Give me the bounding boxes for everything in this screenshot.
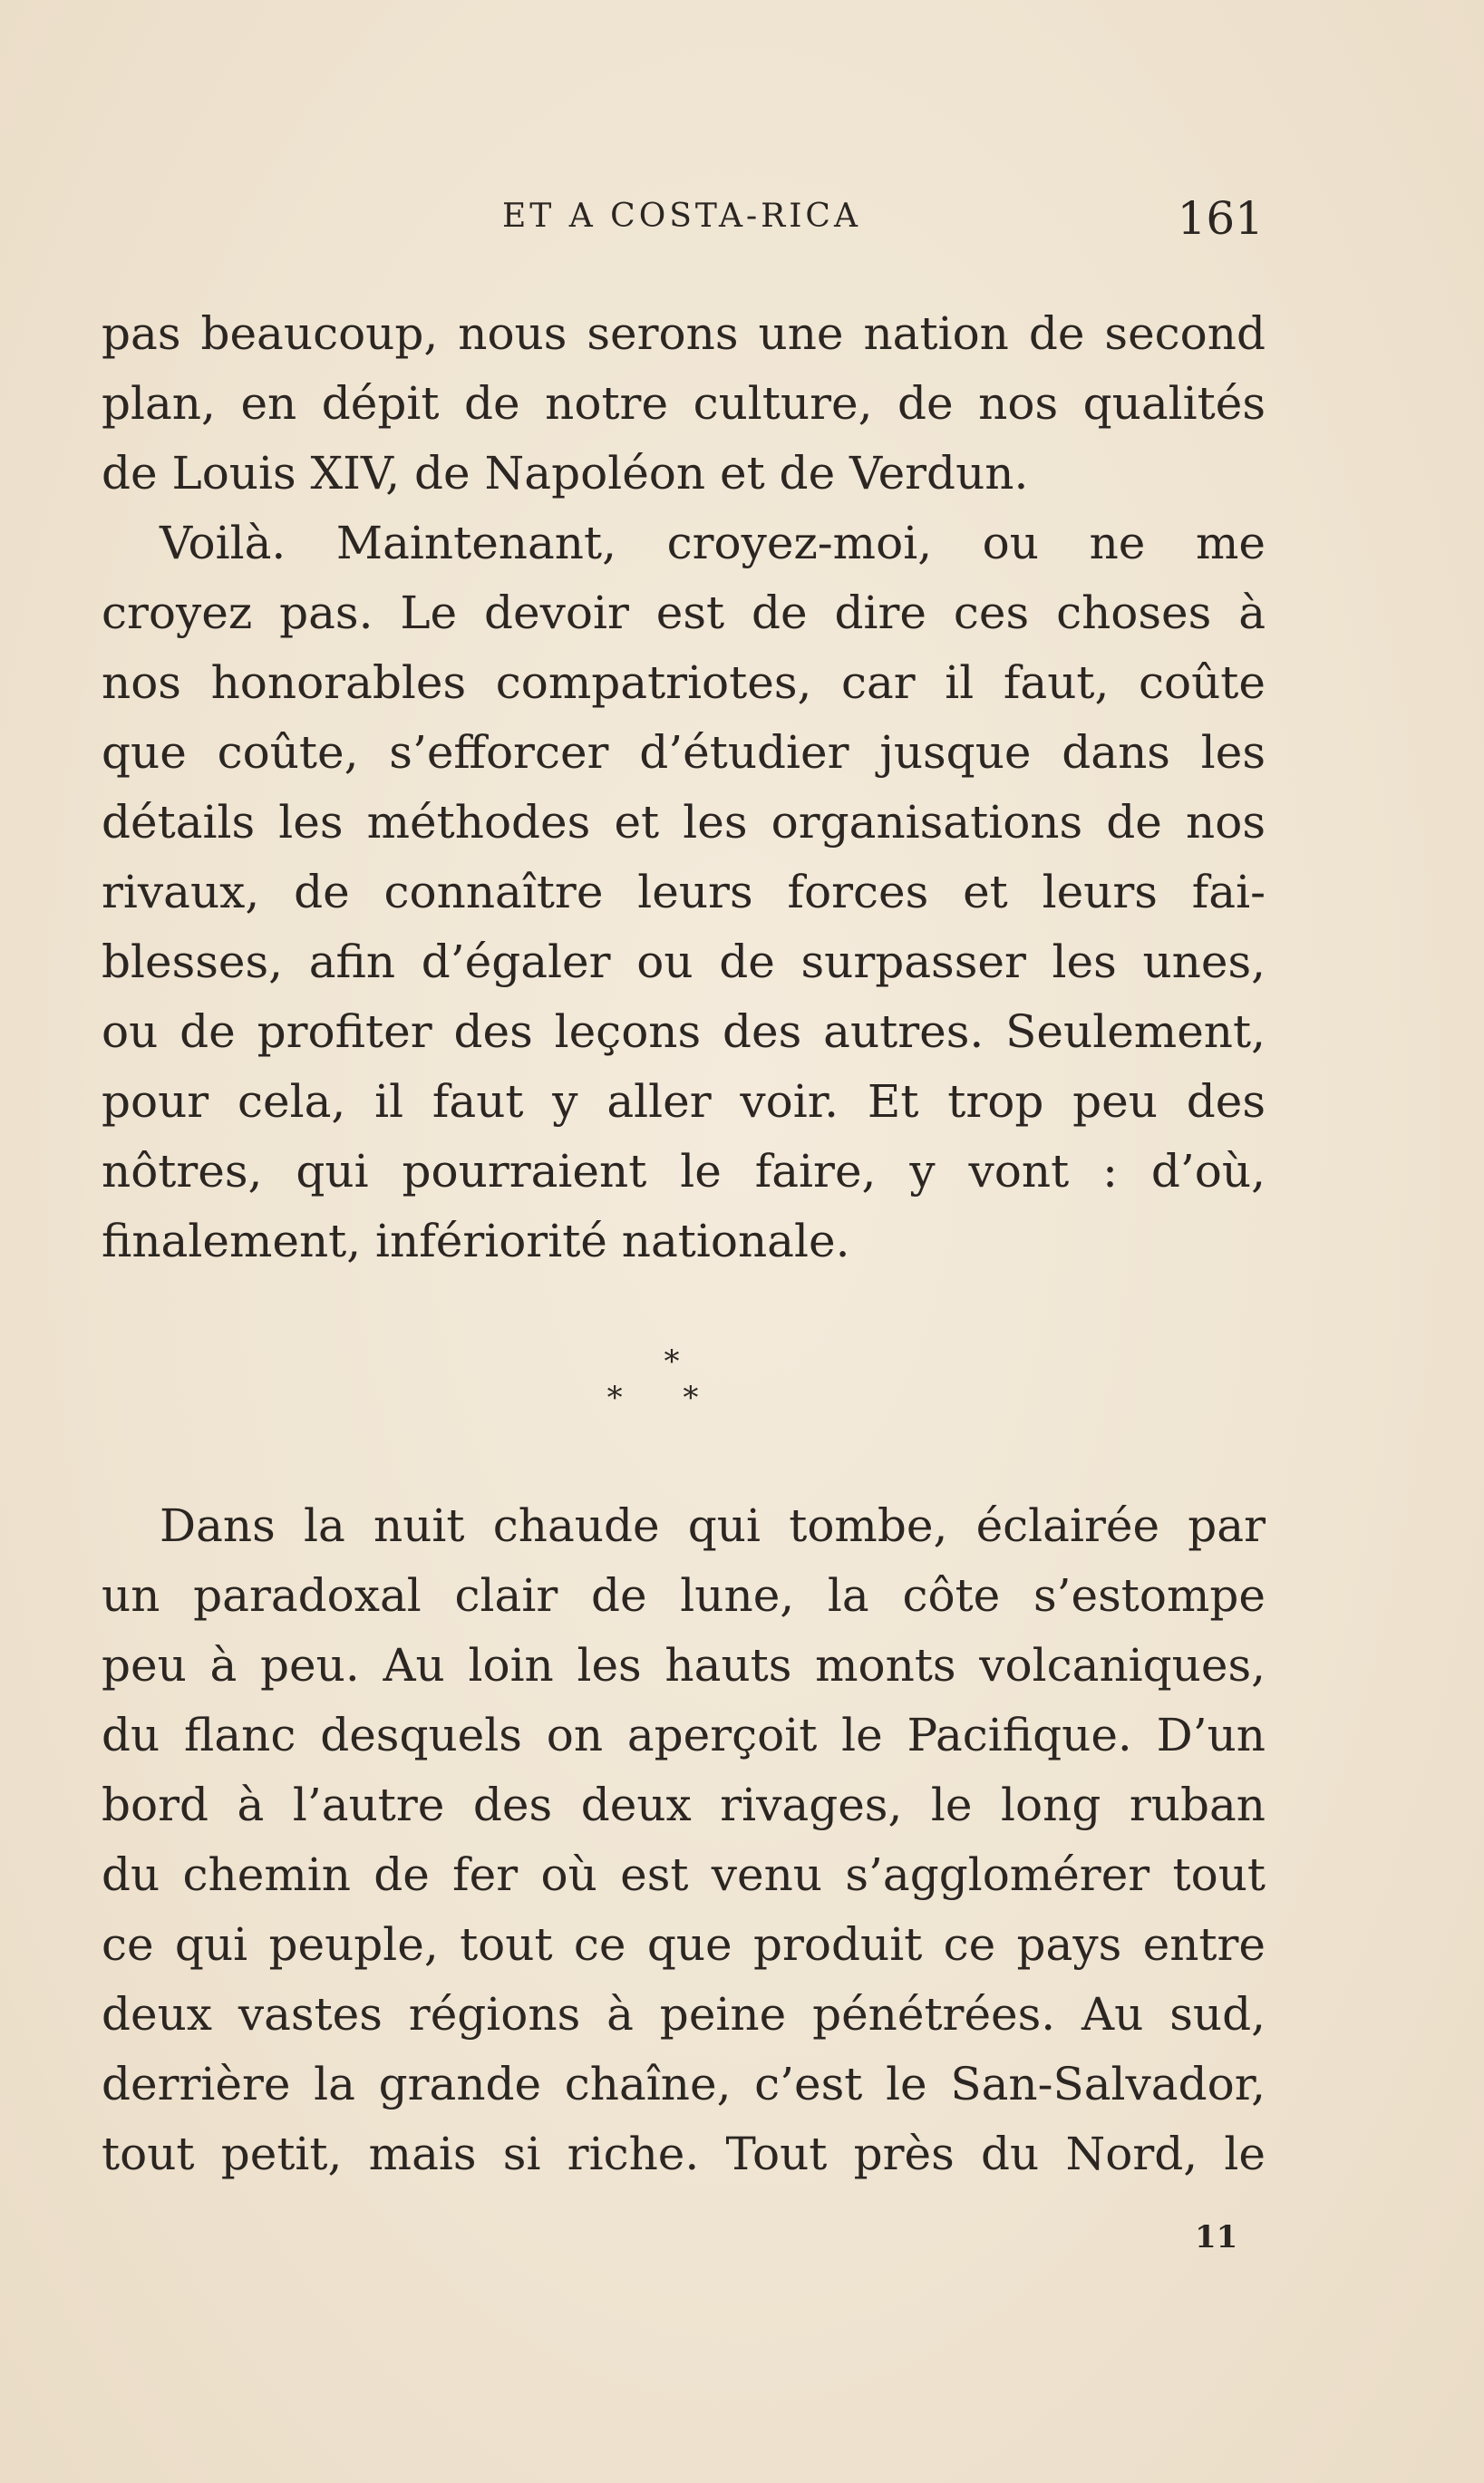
paragraph-1	[102, 299, 1266, 1276]
text-line: blesses, afin d’égaler ou de surpasser les unes,	[102, 936, 1266, 988]
text-line: nos honorables compatriotes, car il faut, coûte	[102, 656, 1266, 709]
page-number: 161	[1177, 192, 1264, 245]
asterism-top-star: *	[664, 1343, 680, 1380]
text-line: du chemin de fer où est venu s’agglomérer tout	[102, 1848, 1266, 1901]
text-line: de Louis XIV, de Napoléon et de Verdun.	[102, 447, 1029, 500]
text-line: tout petit, mais si riche. Tout près du Nord, le	[102, 2128, 1266, 2180]
running-title: ET A COSTA-RICA	[502, 198, 861, 235]
text-line: croyez pas. Le devoir est de dire ces choses à	[102, 587, 1266, 639]
text-line: plan, en dépit de notre culture, de nos qualités	[102, 377, 1266, 430]
text-line: finalement, infériorité nationale.	[102, 1215, 850, 1267]
text-line: deux vastes régions à peine pénétrées. Au sud,	[102, 1988, 1266, 2041]
text-line: bord à l’autre des deux rivages, le long ruban	[102, 1779, 1266, 1831]
text-line: détails les méthodes et les organisations de nos	[102, 796, 1266, 849]
text-line: pas beaucoup, nous serons une nation de second	[102, 307, 1266, 360]
text-line: ce qui peuple, tout ce que produit ce pays entre	[102, 1918, 1266, 1971]
running-head	[100, 192, 1264, 247]
text-line: ou de profiter des leçons des autres. Seulement,	[102, 1005, 1266, 1058]
section-break-asterism	[544, 1343, 761, 1437]
asterism-bottom-stars: * *	[606, 1380, 724, 1416]
text-line: Dans la nuit chaude qui tombe, éclairée par	[160, 1499, 1266, 1552]
text-line: nôtres, qui pourraient le faire, y vont : d’où,	[102, 1145, 1266, 1198]
text-line: que coûte, s’efforcer d’étudier jusque dans les	[102, 726, 1266, 779]
text-line: Voilà. Maintenant, croyez-moi, ou ne me	[160, 517, 1266, 569]
text-line: derrière la grande chaîne, c’est le San-Salvador,	[102, 2058, 1266, 2110]
text-line: peu à peu. Au loin les hauts monts volcaniques,	[102, 1639, 1266, 1692]
text-line: rivaux, de connaître leurs forces et leurs fai-	[102, 866, 1266, 918]
text-line: pour cela, il faut y aller voir. Et trop peu des	[102, 1075, 1266, 1128]
text-line: du flanc desquels on aperçoit le Pacifique. D’un	[102, 1709, 1266, 1761]
signature-mark: 11	[1195, 2219, 1238, 2255]
paragraph-2	[102, 1491, 1266, 2189]
text-line: un paradoxal clair de lune, la côte s’estompe	[102, 1569, 1266, 1622]
